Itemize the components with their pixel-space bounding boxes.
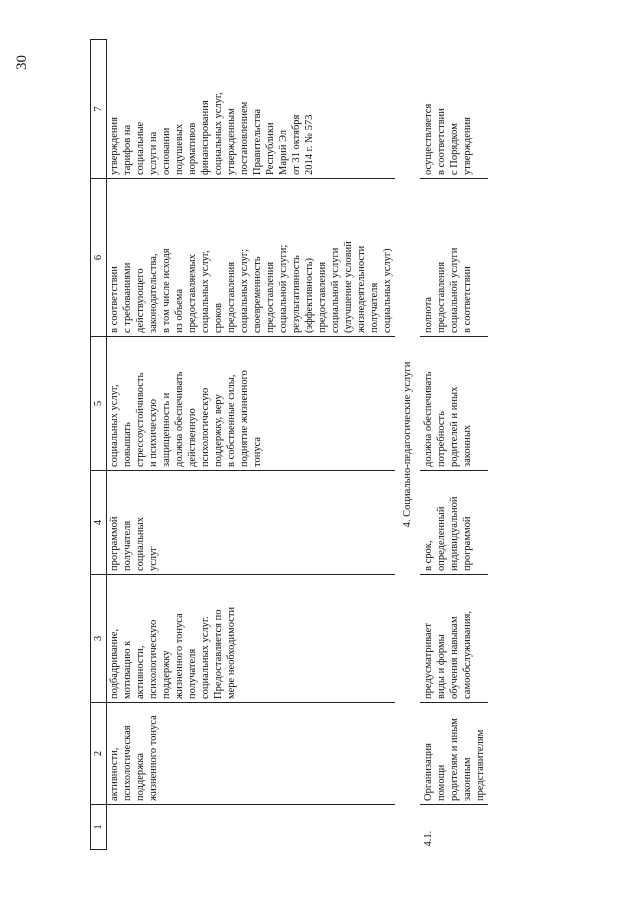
text-line: полнота <box>423 296 434 333</box>
text-line: предоставления <box>226 261 237 333</box>
text-line: родителей и иных <box>449 386 460 467</box>
text-line: утверждения <box>462 117 473 175</box>
cell-payment-terms <box>107 40 396 179</box>
text-line: защищенность и <box>161 392 172 467</box>
text-line: поддержку <box>161 650 172 699</box>
text-line: получателя <box>369 282 380 333</box>
text-line: жизненного тонуса <box>148 715 159 801</box>
text-line: определенный <box>436 506 447 571</box>
cell-service-description <box>107 575 396 703</box>
col-header-1: 1 <box>91 805 107 850</box>
text-line: должна обеспечивать <box>423 371 434 467</box>
text-line: от 31 октября <box>291 114 302 175</box>
text-line: утверждения <box>109 117 120 175</box>
text-line: жизнедеятельности <box>356 245 367 333</box>
text-line: в соответствии <box>436 108 447 175</box>
text-line: социальных услуг. <box>200 616 211 699</box>
cell-evaluation-criteria <box>107 179 396 337</box>
col-header-2: 2 <box>91 703 107 805</box>
text-line: психологическую <box>200 387 211 467</box>
text-line: утвержденным <box>226 108 237 175</box>
text-line: нормативов <box>187 122 198 175</box>
col-header-6: 6 <box>91 179 107 337</box>
col-header-7: 7 <box>91 40 107 179</box>
text-line: социальной услуги; <box>278 244 289 333</box>
text-line: родителям и иным <box>449 718 460 801</box>
text-line: поддержка <box>135 752 146 801</box>
text-line: услуг <box>148 546 159 571</box>
cell-quality-standard <box>107 337 396 471</box>
text-line: жизненного тонуса <box>174 613 185 699</box>
text-line: активности, <box>109 747 120 801</box>
text-line: Правительства <box>252 108 263 175</box>
cell-quality-standard-4-1 <box>420 337 488 471</box>
text-line: постановлением <box>239 101 250 175</box>
table-row-continuation <box>107 40 396 850</box>
text-line: в том числе исходя <box>161 248 172 333</box>
table-row-4-1 <box>420 40 488 850</box>
text-line: в собственные силы, <box>226 374 237 467</box>
text-line: услуги на <box>148 131 159 175</box>
text-line: результативность <box>291 255 302 333</box>
text-line: должна обеспечивать <box>174 371 185 467</box>
cell-service-term-4-1 <box>420 471 488 575</box>
text-line: виды и формы <box>436 634 447 699</box>
text-line: социальные <box>135 121 146 175</box>
text-line: социальных <box>135 517 146 571</box>
text-line: и психическую <box>148 399 159 467</box>
text-line: своевременность <box>252 256 263 333</box>
text-line: Организация помощи <box>423 743 447 801</box>
text-line: получателя <box>122 520 133 571</box>
col-header-5: 5 <box>91 337 107 471</box>
text-line: тонуса <box>252 436 263 467</box>
cell-evaluation-criteria-4-1 <box>420 179 488 337</box>
text-line: психологическую <box>148 619 159 699</box>
text-line: Марий Эл <box>278 129 289 175</box>
text-line: получателя <box>187 648 198 699</box>
cell-service-description-4-1 <box>420 575 488 703</box>
text-line: социальной услуги <box>330 247 341 333</box>
text-line: психологическая <box>122 725 133 801</box>
cell-num <box>107 805 396 850</box>
text-line: самообслуживания, <box>462 611 473 699</box>
text-line: Предоставляется по <box>213 609 224 699</box>
text-line: социальной услуги <box>449 247 460 333</box>
text-line: законных <box>462 424 473 467</box>
services-table <box>90 39 488 850</box>
text-line: поднятие жизненного <box>239 370 250 467</box>
cell-service-name-4-1 <box>420 703 488 805</box>
cell-payment-terms-4-1 <box>420 40 488 179</box>
section-title: 4. Социально-педагогические услуги <box>402 361 413 528</box>
text-line: Республики <box>265 122 276 175</box>
text-line: потребность <box>436 411 447 467</box>
text-line: социальных услуг; <box>239 248 250 333</box>
text-line: социальных услуг, <box>200 250 211 333</box>
text-line: активности, <box>135 645 146 699</box>
page-number: 30 <box>14 55 30 70</box>
cell-num-4-1: 4.1. <box>420 805 488 850</box>
text-line: программой <box>462 516 473 571</box>
text-line: с требованиями <box>122 262 133 333</box>
text-line: основании <box>161 127 172 175</box>
text-line: представителям <box>475 729 486 801</box>
col-header-3: 3 <box>91 575 107 703</box>
text-line: в соответствии <box>109 266 120 333</box>
text-line: предоставления <box>317 261 328 333</box>
text-line: предоставления <box>265 261 276 333</box>
text-line: предоставляемых <box>187 254 198 333</box>
text-line: социальных услуг) <box>382 248 393 333</box>
text-line: мере необходимости <box>226 606 237 699</box>
text-line: осуществляется <box>423 103 434 175</box>
text-line: в срок, <box>423 540 434 571</box>
col-header-4: 4 <box>91 471 107 575</box>
text-line: индивидуальной <box>449 496 460 571</box>
text-line: законным <box>462 757 473 801</box>
text-line: социальных услуг, <box>213 92 224 175</box>
text-line: программой <box>109 516 120 571</box>
cell-service-name <box>107 703 396 805</box>
text-line: из объема <box>174 288 185 333</box>
text-line: (эффективность) <box>304 258 315 333</box>
text-line: 2014 г. № 573 <box>304 114 315 175</box>
text-line: сроков <box>213 303 224 333</box>
text-line: с Порядком <box>449 123 460 175</box>
text-line: социальных услуг, <box>109 384 120 467</box>
text-line: предоставления <box>436 261 447 333</box>
text-line: мотивацию к <box>122 640 133 699</box>
text-line: действенную <box>187 408 198 467</box>
text-line: обучения навыкам <box>449 616 460 699</box>
section-row <box>395 40 420 850</box>
text-line: поддержку, веру <box>213 394 224 467</box>
text-line: повышать <box>122 422 133 467</box>
text-line: предусматривает <box>423 623 434 699</box>
text-line: стрессоустойчивость <box>135 372 146 467</box>
text-line: действующего <box>135 268 146 333</box>
text-line: в соответствии <box>462 266 473 333</box>
text-line: подбадривание, <box>109 628 120 699</box>
text-line: законодательства, <box>148 253 159 333</box>
text-line: подушевых <box>174 123 185 175</box>
text-line: (улучшение условий <box>343 241 354 333</box>
text-line: тарифов на <box>122 124 133 175</box>
header-row <box>91 40 107 850</box>
cell-service-term <box>107 471 396 575</box>
text-line: финансирования <box>200 100 211 175</box>
